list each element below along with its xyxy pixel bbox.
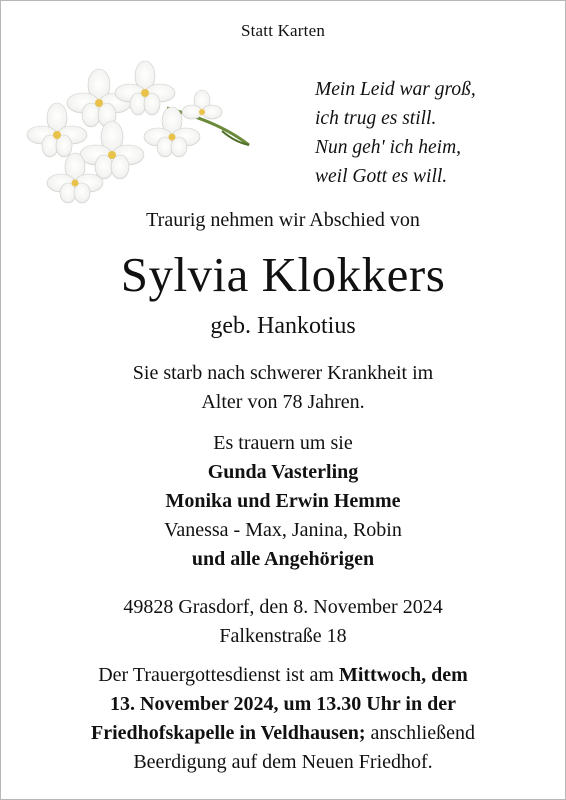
farewell-intro: Traurig nehmen wir Abschied von	[146, 209, 420, 231]
birth-name: geb. Hankotius	[210, 313, 356, 339]
place-date	[1, 593, 565, 651]
mourner-line: Monika und Erwin Hemme	[165, 490, 401, 512]
address-line: Falkenstraße 18	[219, 625, 347, 647]
mourner-line: und alle Angehörigen	[191, 548, 375, 570]
service-day: Mittwoch, dem	[338, 664, 468, 686]
orchid-image	[17, 53, 257, 213]
poem-line: Mein Leid war groß,	[315, 79, 476, 100]
burial-line: Beerdigung auf dem Neuen Friedhof.	[133, 751, 433, 773]
mourner-line: Vanessa - Max, Janina, Robin	[164, 519, 402, 541]
death-statement	[1, 359, 565, 417]
mourners-block	[1, 429, 565, 574]
mourner-line: Gunda Vasterling	[207, 461, 359, 483]
poem-line: weil Gott es will.	[315, 166, 448, 187]
mourners-intro: Es trauern um sie	[213, 432, 353, 454]
service-datetime: 13. November 2024, um 13.30 Uhr in der	[110, 693, 456, 715]
service-text: Der Trauergottesdienst ist am	[98, 664, 339, 686]
poem-line: Nun geh' ich heim,	[315, 137, 462, 158]
service-text: anschließend	[365, 722, 475, 744]
service-info	[1, 661, 565, 777]
death-line: Sie starb nach schwerer Krankheit im	[132, 362, 434, 384]
death-line: Alter von 78 Jahren.	[201, 391, 365, 413]
poem-line: ich trug es still.	[315, 108, 437, 129]
place-date-line: 49828 Grasdorf, den 8. November 2024	[123, 596, 443, 618]
poem	[315, 75, 476, 191]
service-location: Friedhofskapelle in Veldhausen;	[91, 722, 366, 744]
deceased-name: Sylvia Klokkers	[120, 247, 446, 302]
header-label: Statt Karten	[240, 21, 326, 40]
